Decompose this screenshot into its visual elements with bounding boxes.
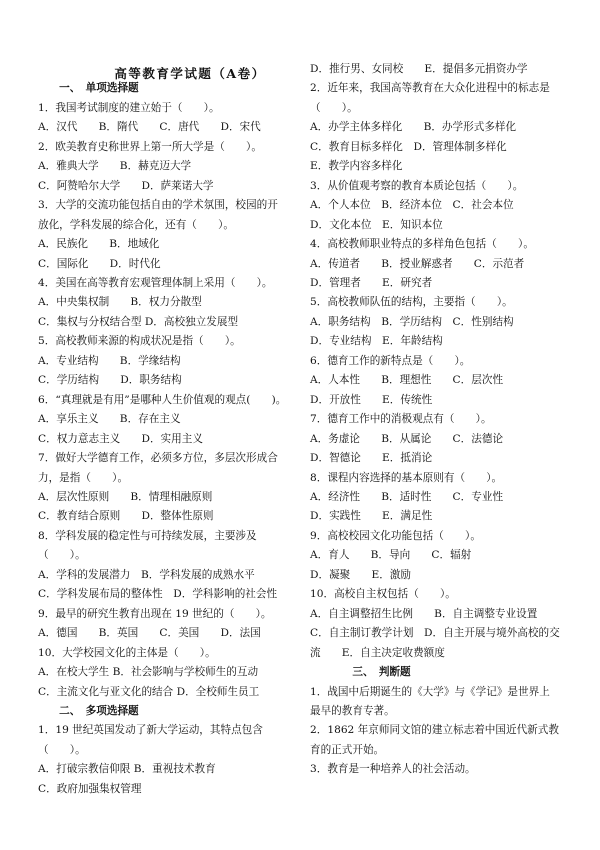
question-line: A．个人本位 B．经济本位 C．社会本位 [310, 199, 514, 212]
question-line: 放化，学科发展的综合化，还有（ ）。 [38, 218, 234, 231]
question-line: A．传道者 B．授业解惑者 C．示范者 [310, 257, 525, 270]
question-line: C．权力意志主义 D．实用主义 [38, 432, 203, 445]
question-line: 2．欧美教育史称世界上第一所大学是（ ）。 [38, 140, 262, 153]
question-line: 2．近年来，我国高等教育在大众化进程中的标志是 [310, 82, 550, 95]
question-line: 5．高校教师队伍的结构，主要指（ ）。 [310, 296, 513, 309]
question-line: C．国际化 D．时代化 [38, 257, 161, 270]
question-line: D．推行男、女同校 E．提倡多元捐资办学 [310, 63, 528, 75]
question-line: 9．高校校园文化功能包括（ ）。 [310, 529, 481, 542]
exam-title: 高等教育学试题（A卷） [114, 66, 266, 81]
question-line: D．实践性 E．满足性 [310, 510, 433, 523]
question-line: 4．高校教师职业特点的多样角色包括（ ）。 [310, 238, 534, 251]
question-line: 1．19 世纪英国发动了新大学运动，其特点包含 [38, 724, 263, 737]
question-line: （ ）。 [38, 743, 86, 756]
question-line: D．凝聚 E．激励 [310, 568, 411, 581]
spacer [38, 60, 290, 79]
question-line: D．智德论 E．抵消论 [310, 452, 433, 465]
question-line: A．经济性 B．适时性 C．专业性 [310, 490, 504, 503]
question-line: A．德国 B．英国 C．美国 D．法国 [38, 627, 261, 640]
question-line: 3．从价值观考察的教育本质论包括（ ）。 [310, 179, 524, 192]
question-line: 力，是指（ ）。 [38, 471, 129, 484]
question-line: A．打破宗教信仰限 B．重视技术教育 [38, 763, 216, 776]
question-line: C．集权与分权结合型 D．高校独立发展型 [38, 315, 239, 328]
right-column [310, 60, 572, 780]
question-line: 4．美国在高等教育宏观管理体制上采用（ ）。 [38, 276, 273, 289]
question-line: 流 E．自主决定收费额度 [310, 646, 445, 659]
question-line: A．育人 B．导向 C．辐射 [310, 549, 472, 562]
question-line: （ ）。 [310, 101, 358, 114]
question-line: A．在校大学生 B．社会影响与学校师生的互动 [38, 666, 259, 679]
question-line: A．人本性 B．理想性 C．层次性 [310, 374, 504, 387]
question-line: 8．学科发展的稳定性与可持续发展，主要涉及 [38, 529, 257, 542]
question-line: C．学历结构 D．职务结构 [38, 374, 182, 387]
question-line: C．教育目标多样化 D．管理体制多样化 [310, 140, 507, 153]
section-heading: 二、 多项选择题 [38, 704, 139, 717]
question-line: A．民族化 B．地域化 [38, 238, 160, 251]
question-line: A．汉代 B．隋代 C．唐代 D．宋代 [38, 121, 261, 134]
question-line: 8．课程内容选择的基本原则有（ ）。 [310, 471, 503, 484]
question-line: E．教学内容多样化 [310, 160, 403, 173]
question-line: A．学科的发展潜力 B．学科发展的成熟水平 [38, 568, 255, 581]
question-line: 10．大学校园文化的主体是（ ）。 [38, 646, 216, 659]
question-line: A．雅典大学 B．赫克迈大学 [38, 160, 192, 173]
question-line: 7．德育工作中的消极观点有（ ）。 [310, 413, 492, 426]
question-line: D．开放性 E．传统性 [310, 393, 433, 406]
question-line: （ ）。 [38, 549, 86, 562]
section-heading: 一、 单项选择题 [38, 82, 139, 95]
section-heading: 三、 判断题 [310, 666, 411, 679]
question-line: 6．“真理就是有用”是哪种人生价值观的观点( )。 [38, 393, 287, 406]
question-line: 2．1862 年京师同文馆的建立标志着中国近代新式教 [310, 724, 559, 737]
question-line: A．中央集权制 B．权力分散型 [38, 296, 202, 309]
question-line: D．专业结构 E．年龄结构 [310, 335, 443, 348]
question-line: C．政府加强集权管理 [38, 782, 142, 795]
question-line: 3．大学的交流功能包括自由的学术氛围，校园的开 [38, 199, 278, 212]
question-line: A．务虚论 B．从属论 C．法德论 [310, 432, 504, 445]
question-line: A．专业结构 B．学缘结构 [38, 354, 181, 367]
question-line: C．阿赞哈尔大学 D．萨莱诺大学 [38, 179, 214, 192]
question-line: 1．我国考试制度的建立始于（ ）。 [38, 101, 220, 114]
question-line: 9．最早的研究生教育出现在 19 世纪的（ ）。 [38, 607, 272, 620]
question-line: C．主流文化与亚文化的结合 D．全校师生员工 [38, 685, 260, 698]
question-line: C．学科发展布局的整体性 D．学科影响的社会性 [38, 588, 278, 601]
left-column [38, 60, 290, 799]
question-line: 育的正式开始。 [310, 743, 385, 756]
question-line: A．享乐主义 B．存在主义 [38, 413, 181, 426]
question-line: C．教育结合原则 D．整体性原则 [38, 510, 214, 523]
question-line: 5．高校教师来源的构成状况是指（ ）。 [38, 335, 241, 348]
question-line: 最早的教育专著。 [310, 704, 395, 717]
question-line: D．文化本位 E．知识本位 [310, 218, 443, 231]
question-line: A．层次性原则 B．情理相融原则 [38, 490, 213, 503]
question-line: 7．做好大学德育工作，必须多方位，多层次形成合 [38, 452, 278, 465]
question-line: A．自主调整招生比例 B．自主调整专业设置 [310, 607, 538, 620]
question-line: D．管理者 E．研究者 [310, 276, 433, 289]
question-line: 1．战国中后期诞生的《大学》与《学记》是世界上 [310, 685, 550, 698]
question-line: C．自主制订教学计划 D．自主开展与境外高校的交 [310, 627, 560, 640]
question-line: A．职务结构 B．学历结构 C．性别结构 [310, 315, 514, 328]
question-line: A．办学主体多样化 B．办学形式多样化 [310, 121, 517, 134]
question-line: 3．教育是一种培养人的社会活动。 [310, 763, 476, 776]
question-line: 6．德育工作的新特点是（ ）。 [310, 354, 471, 367]
question-line: 10．高校自主权包括（ ）。 [310, 588, 456, 601]
